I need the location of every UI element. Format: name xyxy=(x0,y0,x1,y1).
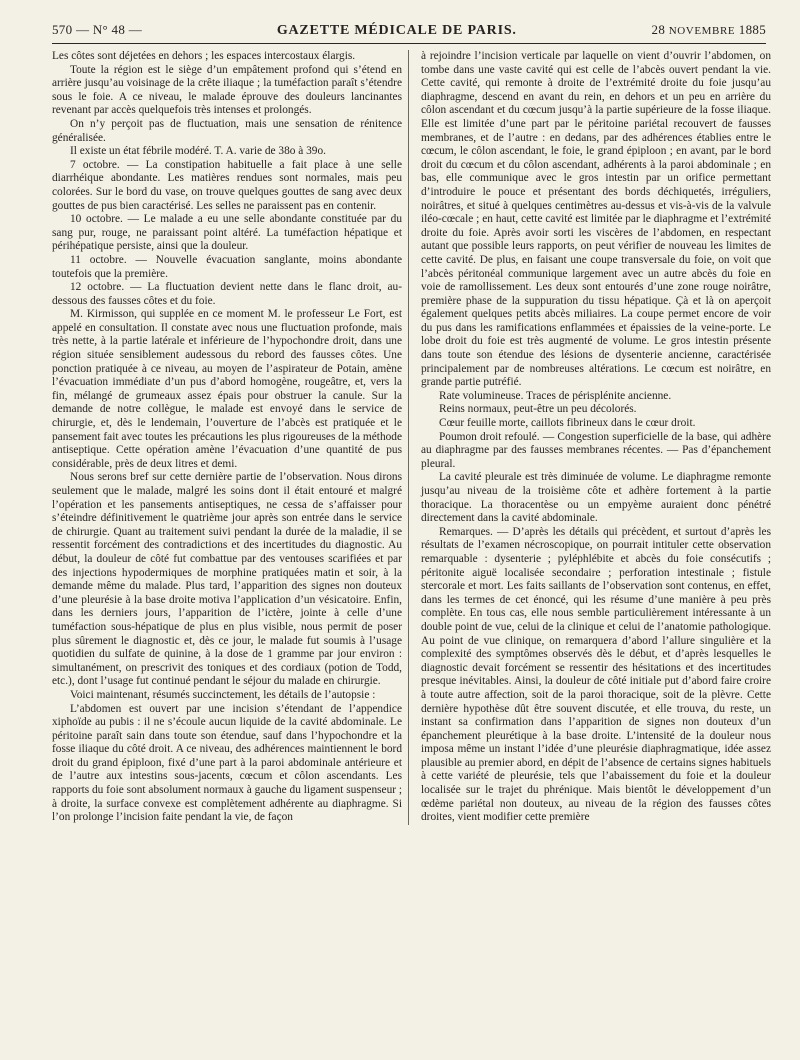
left-column xyxy=(52,50,409,825)
issue-number: N° 48 xyxy=(92,22,126,37)
date-day: 28 xyxy=(651,22,666,37)
right-column xyxy=(421,50,771,825)
paragraph: 10 octobre. — Le malade a eu une selle abondante constituée par du sang pur, rouge, ne paraissant point altéré. La tuméfaction hépatique et périhépatique persiste, ainsi que la douleur. xyxy=(52,213,402,253)
paragraph: Voici maintenant, résumés succinctement, les détails de l’autopsie : xyxy=(70,688,376,701)
paragraph: Les côtes sont déjetées en dehors ; les espaces intercostaux élargis. xyxy=(52,50,356,62)
paragraph: Reins normaux, peut-être un peu décolorés. xyxy=(439,403,637,416)
page-number: 570 xyxy=(52,22,73,37)
paragraph: L’abdomen est ouvert par une incision s’étendant de l’appendice xiphoïde au pubis : il ne s’écoule aucun liquide de la cavité abdominale. Le péritoine paraît sain dans toute son étendue, sauf dans l’hypochondre et la fosse iliaque du côté droit. A ce niveau, des adhérences maintiennent le bord droit du grand épiploon, fixé d’une part à la paroi abdominale antérieure et de l’autre aux intestins sous-jacents, cœcum et côlon ascendants. Les rapports du foie sont absolument normaux à gauche du ligament suspenseur ; à droite, la surface convexe est complètement adhérente au diaphragme. Si l’on prolonge l’incision faite pendant la vie, de façon xyxy=(52,702,403,824)
issue-date xyxy=(652,22,766,38)
paragraph: Remarques. — D’après les détails qui précèdent, et surtout d’après les résultats de l’examen nécroscopique, on pourrait intituler cette observation remarquable : dysenterie ; pyléphlébite et abcès du foie consécutifs ; péritonite aiguë localisée secondaire ; perforation intestinale ; fistule stercorale et mort. Les faits saillants de l’observation sont contenus, en effet, dans les termes de cet énoncé, qui les résume d’une manière à peu près complète. En tous cas, elle nous semble particulièrement intéressante à un double point de vue, celui de la clinique et celui de l’anatomie pathologique. Au point de vue clinique, on remarquera d’abord l’allure singulière et la complexité des symptômes observés dès le début, et d’après lesquelles le diagnostic devait forcément se ressentir des hésitations et des incertitudes presque inévitables. Ainsi, la douleur de côté initiale put d’abord faire croire à toute autre affection, soit de la paroi thoracique, soit de la plèvre. Cette dernière hypothèse dût être souvent discutée, et elle trouva, du reste, un instant sa confirmation dans l’apparition de signes non douteux d’un épanchement pleurétique à la base droite. L’intensité de la douleur nous imposa même un instant l’idée d’une pleurésie diaphragmatique, idée assez plausible au premier abord, en dépit de l’absence de certains signes habituels à cette variété de pleurésie, tels que l’abaissement du foie et la douleur localisée sur le trajet du phrénique. Mais bientôt le développement d’un œdème pariétal non douteux, au niveau de la région des fausses côtes droites, vient modifier cette première xyxy=(421,525,771,824)
paragraph: La cavité pleurale est très diminuée de volume. Le diaphragme remonte jusqu’au niveau de la troisième côte et adhère fortement à la partie thoracique. La thoracentèse ou un empyème auraient donc pénétré directement dans la cavité abdominale. xyxy=(421,471,771,525)
page-header xyxy=(52,22,766,44)
paragraph: M. Kirmisson, qui supplée en ce moment M. le professeur Le Fort, est appelé en consultation. Il constate avec nous une fluctuation profonde, mais très nette, à la partie latérale et inférieure de l’hypochondre droit, dans une région située sensiblement audessous du rebord des fausses côtes. Une ponction pratiquée à ce niveau, au moyen de l’aspirateur de Potain, amène l’évacuation immédiate d’un pus d’abord homogène, rougeâtre, et, vers la fin, mélangé de grumeaux assez épais pour obstruer la canule. Sur la demande de notre collègue, le malade est envoyé dans le service de chirurgie, et, dès le lendemain, l’ouverture de l’abcès est pratiquée et le pansement fait avec toutes les précautions les plus rigoureuses de la méthode antiseptique. Cette opération amène l’évacuation d’une quantité de pus considérable, près de deux litres et demi. xyxy=(52,308,402,470)
paragraph: Poumon droit refoulé. — Congestion superficielle de la base, qui adhère au diaphragme par des fausses membranes récentes. — Pas d’épanchement pleural. xyxy=(421,430,771,470)
paragraph: Il existe un état fébrile modéré. T. A. varie de 38o à 39o. xyxy=(70,145,326,158)
paragraph: Cœur feuille morte, caillots fibrineux dans le cœur droit. xyxy=(439,417,696,430)
paragraph: Rate volumineuse. Traces de périsplénite ancienne. xyxy=(439,389,672,402)
paragraph: Nous serons bref sur cette dernière partie de l’observation. Nous dirons seulement que le malade, malgré les soins dont il était entouré et malgré l’opération et les pansements antiseptiques, ne cessa de s’affaisser pour s’éteindre définitivement le quatrième jour après son entrée dans le service de chirurgie. Quant au traitement suivi pendant la durée de la maladie, il se ressentit forcément des contradictions et des incertitudes du diagnostic. Au début, la douleur de côté fut combattue par des ventouses scarifiées et par des injections hypodermiques de morphine pratiquées matin et soir, à la demande même du malade. Plus tard, l’apparition des signes non douteux d’une pleurésie à la base droite motiva l’application d’un vésicatoire. Enfin, dans les derniers jours, l’apparition de l’ictère, jointe à celle d’une tuméfaction sous-hépatique de plus en plus visible, nous permit de poser plus sûrement le diagnostic et, dès ce jour, le malade fut soumis à l’usage quotidien du sulfate de quinine, à la dose de 1 gramme par jour environ : simultanément, on prescrivit des toniques et des cordiaux (potion de Todd, etc.), dont l’usage fut continué pendant le séjour du malade en chirurgie. xyxy=(52,471,402,688)
paragraph: Toute la région est le siège d’un empâtement profond qui s’étend en arrière jusqu’au voisinage de la crête iliaque ; la tuméfaction paraît s’étendre sous le foie. A ce niveau, le malade éprouve des douleurs lancinantes revenant par accès quelquefois très intenses et prolongés. xyxy=(52,63,402,117)
page-number-issue: 570 — N° 48 — xyxy=(52,22,143,37)
text-columns xyxy=(52,50,772,825)
paragraph: 12 octobre. — La fluctuation devient nette dans le flanc droit, au-dessous des fausses côtes et du foie. xyxy=(52,281,402,307)
date-year: 1885 xyxy=(738,22,766,37)
journal-title: GAZETTE MÉDICALE DE PARIS. xyxy=(276,23,517,38)
paragraph: 7 octobre. — La constipation habituelle a fait place à une selle diarrhéique abondante. Les matières rendues sont normales, mais peu colorées. Sur le bord du vase, on trouve quelques gouttes de sang avec deux gouttes de pus bien caractérisé. Les selles ne paraissent pas en contenir. xyxy=(52,158,402,212)
paragraph: à rejoindre l’incision verticale par laquelle on vient d’ouvrir l’abdomen, on tombe dans une vaste cavité qui est celle de l’abcès ouvert pendant la vie. Cette cavité, qui remonte à droite de l’extrémité droite du foie jusqu’au diaphragme, descend en avant du rein, en dehors et un peu en arrière du côlon ascendant et du cœcum jusqu’à la partie supérieure de la fosse iliaque. Elle est limitée d’une part par le péritoine pariétal recouvert de fausses membranes, et de l’autre : en dedans, par des adhérences établies entre le cœcum, le côlon ascendant, le foie, le grand épiploon ; en avant, par le bord droit du cœcum et du côlon ascendant, adhérents à la paroi abdominale ; en bas, elle communique avec le gros intestin par un orifice permettant d’introduire le pouce et présentant des bords déchiquetés, irréguliers, noirâtres, et situé à quelques centimètres au-dessus et vis-à-vis de la valvule iléo-cœcale ; en haut, cette cavité est limitée par le diaphragme et l’extrémité droite du foie. Après avoir sorti les viscères de l’abdomen, en respectant autant que possible leurs rapports, on peut vérifier de nouveau les limites de cette cavité. De plus, en faisant une coupe transversale du foie, on voit que l’abcès péritonéal communique largement avec un autre abcès du foie en voie de ramollissement. Les deux sont entourés d’une zone rouge noirâtre, première phase de la suppuration du tissu hépatique. Çà et là on aperçoit également quelques petits abcès miliaires. La coupe permet encore de voir du pus dans les ramifications enflammées et épaissies de la veine-porte. Le lobe droit du foie est très augmenté de volume. Le gros intestin présente dans toute son étendue des lésions de dysenterie ancienne, caractérisée principalement par de nombreuses altérations. Le cœcum est noirâtre, en grande partie putréfié. xyxy=(421,50,771,389)
paragraph: 11 octobre. — Nouvelle évacuation sanglante, moins abondante toutefois que la première. xyxy=(52,253,402,280)
paragraph: On n’y perçoit pas de fluctuation, mais une sensation de rénitence généralisée. xyxy=(52,117,402,144)
date-month: NOVEMBRE xyxy=(668,25,736,37)
